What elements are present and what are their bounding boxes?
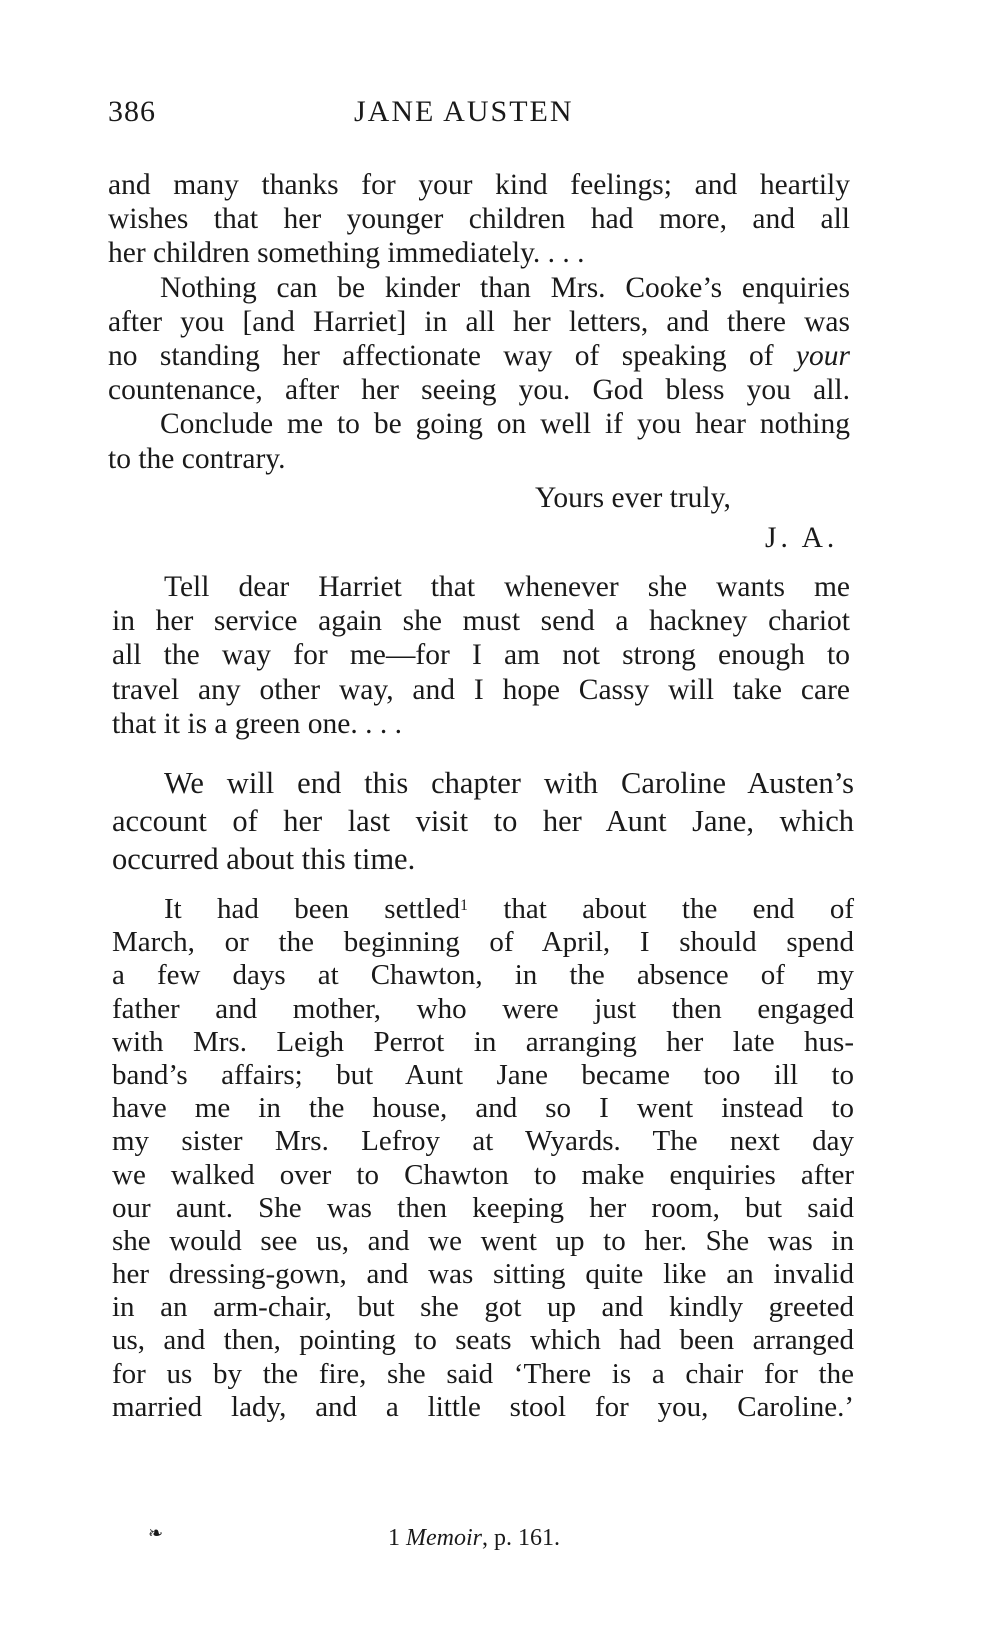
ink-mark: ❧ bbox=[148, 1523, 164, 1543]
text-line: wishes that her younger children had more, and all bbox=[108, 203, 850, 236]
footnote-text bbox=[388, 1525, 560, 1552]
page-number: 386 bbox=[108, 95, 156, 128]
text-line: Tell dear Harriet that whenever she wants me bbox=[164, 571, 850, 603]
letter-closing: Yours ever truly, bbox=[535, 482, 731, 514]
text-line: Nothing can be kinder than Mrs. Cooke’s enquiries bbox=[160, 271, 850, 304]
text-line: March, or the beginning of April, I should spend bbox=[112, 926, 854, 959]
text-line bbox=[112, 893, 854, 926]
narrative-paragraph bbox=[112, 764, 854, 878]
text-line: occurred about this time. bbox=[112, 842, 416, 876]
text-line: father and mother, who were just then engaged bbox=[112, 992, 854, 1025]
text-line: in an arm-chair, but she got up and kindly greeted bbox=[112, 1291, 854, 1324]
text-line: We will end this chapter with Caroline Austen’s bbox=[164, 766, 854, 800]
caroline-quote bbox=[112, 893, 854, 1424]
text-line: Conclude me to be going on well if you hear nothing bbox=[160, 408, 850, 441]
text-line: in her service again she must send a hackney chariot bbox=[112, 605, 850, 638]
text-line: her dressing-gown, and was sitting quite like an invalid bbox=[112, 1258, 854, 1291]
running-head: JANE AUSTEN bbox=[354, 95, 574, 128]
text-line: my sister Mrs. Lefroy at Wyards. The next day bbox=[112, 1125, 854, 1158]
text-line: travel any other way, and I hope Cassy will take care bbox=[112, 673, 850, 706]
text-line: we walked over to Chawton to make enquiries after bbox=[112, 1158, 854, 1191]
italic-word: your bbox=[795, 339, 850, 372]
text-line: she would see us, and we went up to her. She was in bbox=[112, 1224, 854, 1257]
text-line: countenance, after her seeing you. God bless you all. bbox=[108, 374, 850, 407]
text-line: us, and then, pointing to seats which had been arranged bbox=[112, 1324, 854, 1357]
text-line bbox=[108, 339, 850, 373]
text-line: after you [and Harriet] in all her letters, and there was bbox=[108, 305, 850, 338]
text-line: to the contrary. bbox=[108, 442, 286, 475]
letter-signature: J. A. bbox=[765, 522, 839, 554]
text-span: It had been settled bbox=[164, 893, 461, 925]
footnote-source: Memoir bbox=[406, 1525, 482, 1551]
letter-body bbox=[108, 168, 850, 476]
text-line: have me in the house, and so I went instead to bbox=[112, 1092, 854, 1125]
text-line: with Mrs. Leigh Perrot in arranging her late hus- bbox=[112, 1025, 854, 1058]
footnote-page: , p. 161. bbox=[481, 1525, 560, 1551]
page-header bbox=[108, 95, 848, 135]
text-line: account of her last visit to her Aunt Jane, which bbox=[112, 804, 854, 838]
postscript bbox=[112, 570, 850, 741]
text-line: that it is a green one. . . . bbox=[112, 707, 403, 740]
text-line: her children something immediately. . . . bbox=[108, 237, 585, 270]
text-line: all the way for me—for I am not strong enough to bbox=[112, 639, 850, 672]
text-span: that about the end of bbox=[468, 893, 855, 925]
footnote-reference: 1 bbox=[460, 897, 469, 914]
text-line: band’s affairs; but Aunt Jane became too ill to bbox=[112, 1058, 854, 1091]
text-span: no standing her affectionate way of speaking of bbox=[108, 339, 796, 372]
text-line: married lady, and a little stool for you, Caroline.’ bbox=[112, 1390, 854, 1423]
footnote-number: 1 bbox=[388, 1525, 400, 1551]
text-line: and many thanks for your kind feelings; and heartily bbox=[108, 169, 850, 201]
text-line: our aunt. She was then keeping her room, but said bbox=[112, 1191, 854, 1224]
text-line: for us by the fire, she said ‘There is a chair for the bbox=[112, 1357, 854, 1390]
text-line: a few days at Chawton, in the absence of my bbox=[112, 959, 854, 992]
